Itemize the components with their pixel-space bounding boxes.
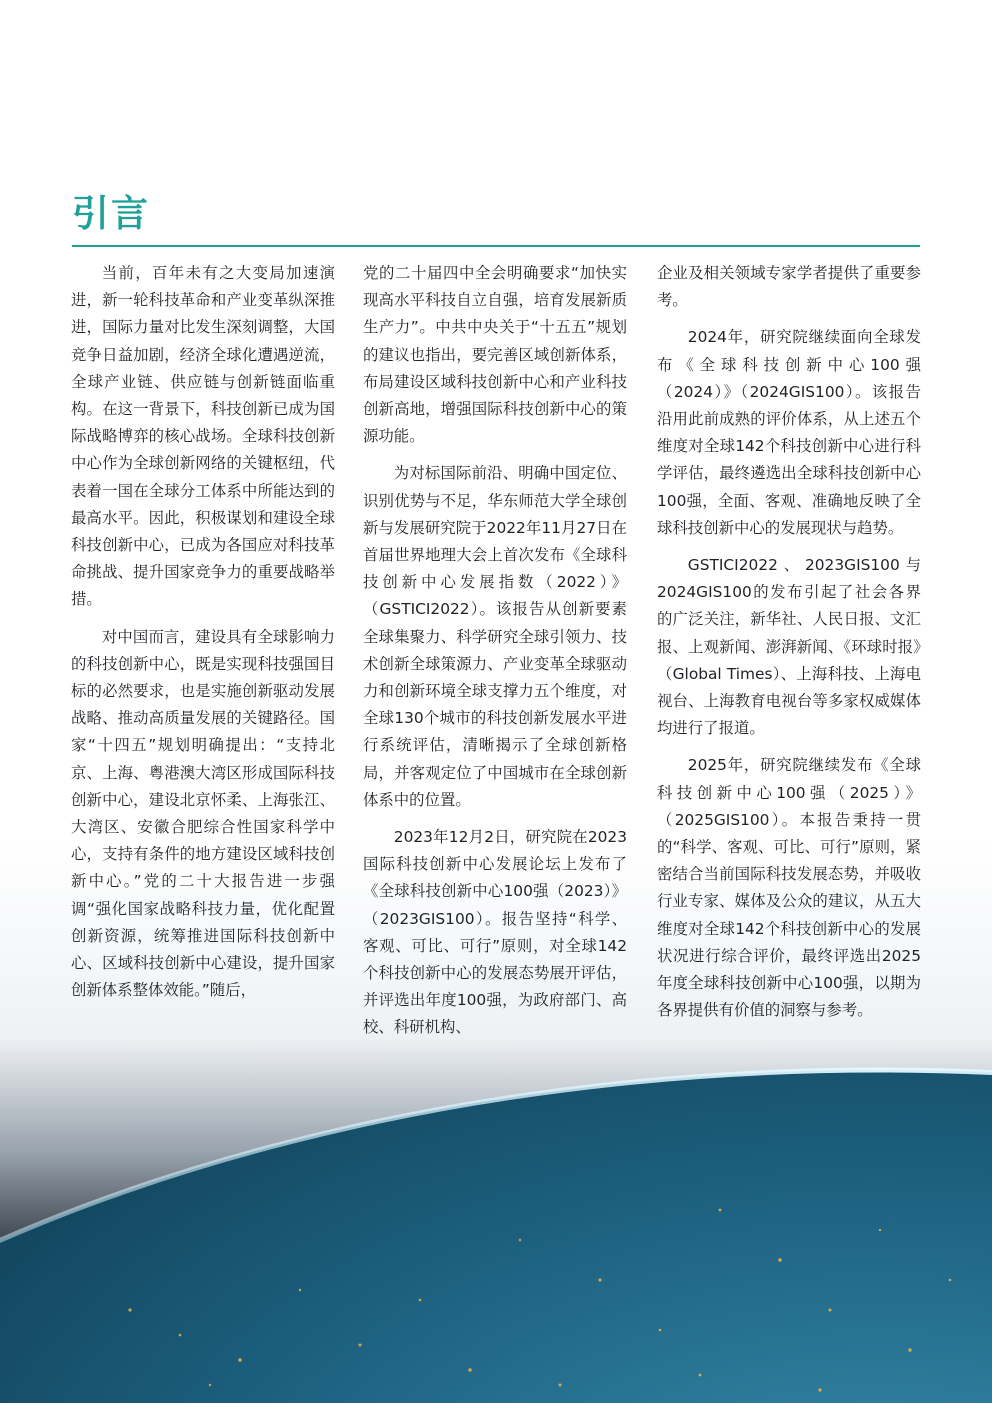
body-paragraph: 对中国而言，建设具有全球影响力的科技创新中心，既是实现科技强国目标的必然要求，也是实施创新驱动发展战略、推动高质量发展的关键路径。国家“十四五”规划明确提出：“支持北京、上海、粤港澳大湾区形成国际科技创新中心，建设北京怀柔、上海张江、大湾区、安徽合肥综合性国家科学中心，支持有条件的地方建设区域科技创新中心。”党的二十大报告进一步强调“强化国家战略科技力量，优化配置创新资源，统筹推进国际科技创新中心、区域科技创新中心建设，提升国家创新体系整体效能。”随后， xyxy=(71,627,335,1000)
body-paragraph: GSTICI2022、2023GIS100与2024GIS100的发布引起了社会各界的广泛关注，新华社、人民日报、文汇报、上观新闻、澎湃新闻、《环球时报》（Global Times）、上海科技、上海电视台、上海教育电视台等多家权威媒体均进行了报道。 xyxy=(657,556,921,738)
body-paragraph: 企业及相关领域专家学者提供了重要参考。 xyxy=(657,264,921,310)
body-paragraph: 2024年，研究院继续面向全球发布《全球科技创新中心100强（2024）》（2024GIS100）。该报告沿用此前成熟的评价体系，从上述五个维度对全球142个科技创新中心进行科学评估，最终遴选出全球科技创新中心100强，全面、客观、准确地反映了全球科技创新中心的发展现状与趋势。 xyxy=(657,328,921,537)
page-title: 引言 xyxy=(72,192,150,235)
body-paragraph: 2025年，研究院继续发布《全球科技创新中心100强（2025）》（2025GIS100）。本报告秉持一贯的“科学、客观、可比、可行”原则，紧密结合当前国际科技发展态势，并吸收行业专家、媒体及公众的建议，从五大维度对全球142个科技创新中心的发展状况进行综合评价，最终评选出2025年度全球科技创新中心100强，以期为各界提供有价值的洞察与参考。 xyxy=(657,756,921,1020)
title-underline-divider xyxy=(72,245,920,247)
body-paragraph: 当前，百年未有之大变局加速演进，新一轮科技革命和产业变革纵深推进，国际力量对比发生深刻调整，大国竞争日益加剧，经济全球化遭遇逆流，全球产业链、供应链与创新链面临重构。在这一背景下，科技创新已成为国际战略博弈的核心战场。全球科技创新中心作为全球创新网络的关键枢纽，代表着一国在全球分工体系中所能达到的最高水平。因此，积极谋划和建设全球科技创新中心，已成为各国应对科技革命挑战、提升国家竞争力的重要战略举措。 xyxy=(71,264,335,609)
text-column-2 xyxy=(363,260,627,1052)
text-column-1 xyxy=(71,260,335,1014)
body-paragraph: 为对标国际前沿、明确中国定位、识别优势与不足，华东师范大学全球创新与发展研究院于2022年11月27日在首届世界地理大会上首次发布《全球科技创新中心发展指数（2022）》（GSTICI2022）。该报告从创新要素全球集聚力、科学研究全球引领力、技术创新全球策源力、产业变革全球驱动力和创新环境全球支撑力五个维度，对全球130个城市的科技创新发展水平进行系统评估，清晰揭示了全球创新格局，并客观定位了中国城市在全球创新体系中的位置。 xyxy=(363,464,627,809)
body-paragraph: 党的二十届四中全会明确要求“加快实现高水平科技自立自强，培育发展新质生产力”。中共中央关于“十五五”规划的建议也指出，要完善区域创新体系，布局建设区域科技创新中心和产业科技创新高地，增强国际科技创新中心的策源功能。 xyxy=(363,264,627,446)
body-paragraph: 2023年12月2日，研究院在2023国际科技创新中心发展论坛上发布了《全球科技创新中心100强（2023）》（2023GIS100）。报告坚持“科学、客观、可比、可行”原则，对全球142个科技创新中心的发展态势展开评估，并评选出年度100强，为政府部门、高校、科研机构、 xyxy=(363,828,627,1037)
text-column-3 xyxy=(657,260,921,1034)
